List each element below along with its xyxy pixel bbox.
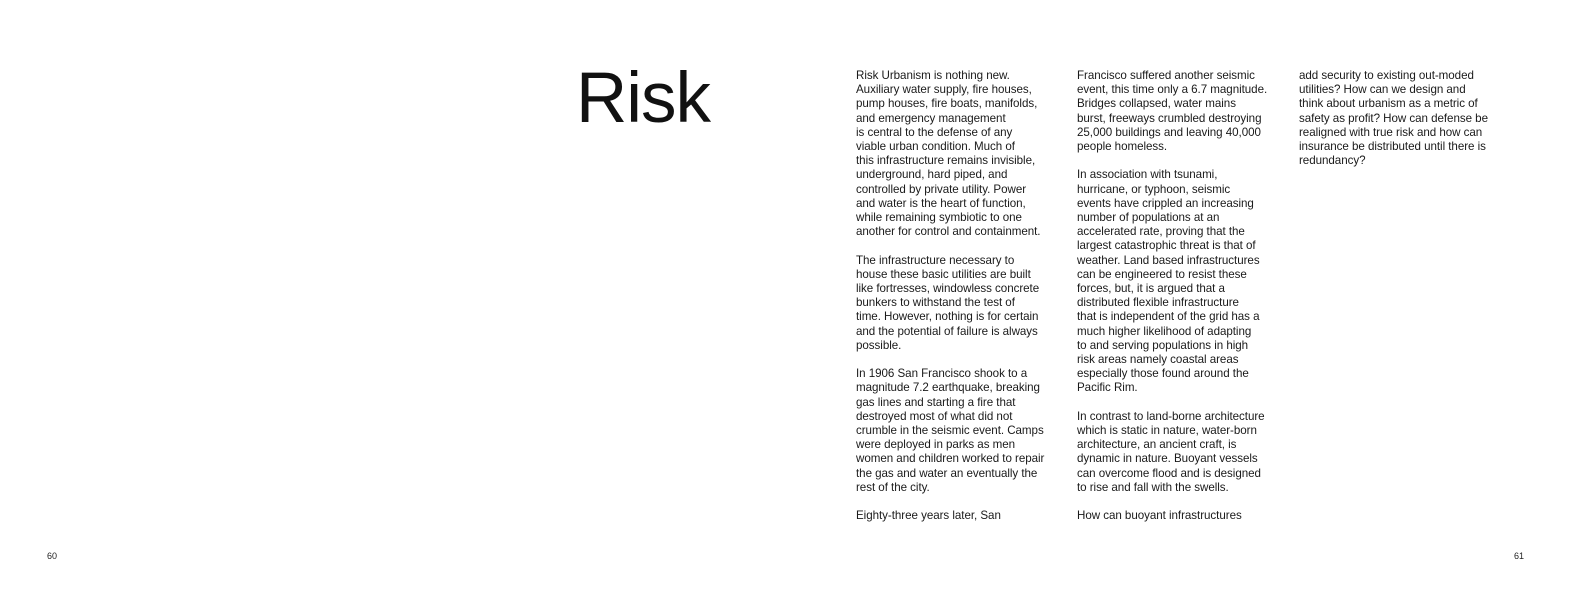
paragraph: Eighty-three years later, San: [856, 509, 1001, 523]
text-column-2: [1077, 69, 1293, 538]
paragraph: In 1906 San Francisco shook to a magnitude 7.2 earthquake, breaking gas lines and starting a fire that destroyed most of what did not crumble in the seismic event. Camps were deployed in parks as men women and children worked to repair the gas and water an eventually the rest of the city.: [856, 367, 1045, 494]
text-column-3: [1299, 69, 1509, 183]
page-number-right: 61: [1514, 551, 1525, 561]
page-number-left: 60: [47, 551, 58, 561]
paragraph: In association with tsunami, hurricane, or typhoon, seismic events have crippled an increasing number of populations at an accelerated rate, proving that the largest catastrophic threat is that of weather. Land based infrastructures can be engineered to resist these forces, but, it is argued that a distributed flexible infrastructure that is independent of the grid has a much higher likelihood of adapting to and serving populations in high risk areas namely coastal areas especially those found around the Pacific Rim.: [1077, 168, 1260, 395]
paragraph: In contrast to land-borne architecture which is static in nature, water-born architecture, an ancient craft, is dynamic in nature. Buoyant vessels can overcome flood and is designed to rise and fall with the swells.: [1077, 409, 1265, 494]
paragraph: Risk Urbanism is nothing new. Auxiliary water supply, fire houses, pump houses, fire boats, manifolds, and emergency management is central to the defense of any viable urban condition. Much of this infrastructure remains invisible, underground, hard piped, and controlled by private utility. Power and water is the heart of function, while remaining symbiotic to one another for control and containment.: [856, 69, 1041, 239]
text-column-1: [856, 69, 1072, 538]
paragraph: add security to existing out-moded utilities? How can we design and think about urbanism as a metric of safety as profit? How can defense be realigned with true risk and how can insurance be distributed until there is redundancy?: [1299, 69, 1488, 168]
paragraph: The infrastructure necessary to house these basic utilities are built like fortresses, windowless concrete bunkers to withstand the test of time. However, nothing is for certain and the potential of failure is always possible.: [856, 253, 1040, 352]
paragraph: How can buoyant infrastructures: [1077, 509, 1242, 523]
chapter-title: Risk: [576, 59, 711, 138]
paragraph: Francisco suffered another seismic event, this time only a 6.7 magnitude. Bridges collapsed, water mains burst, freeways crumbled destroying 25,000 buildings and leaving 40,000 people homeless.: [1077, 69, 1268, 154]
